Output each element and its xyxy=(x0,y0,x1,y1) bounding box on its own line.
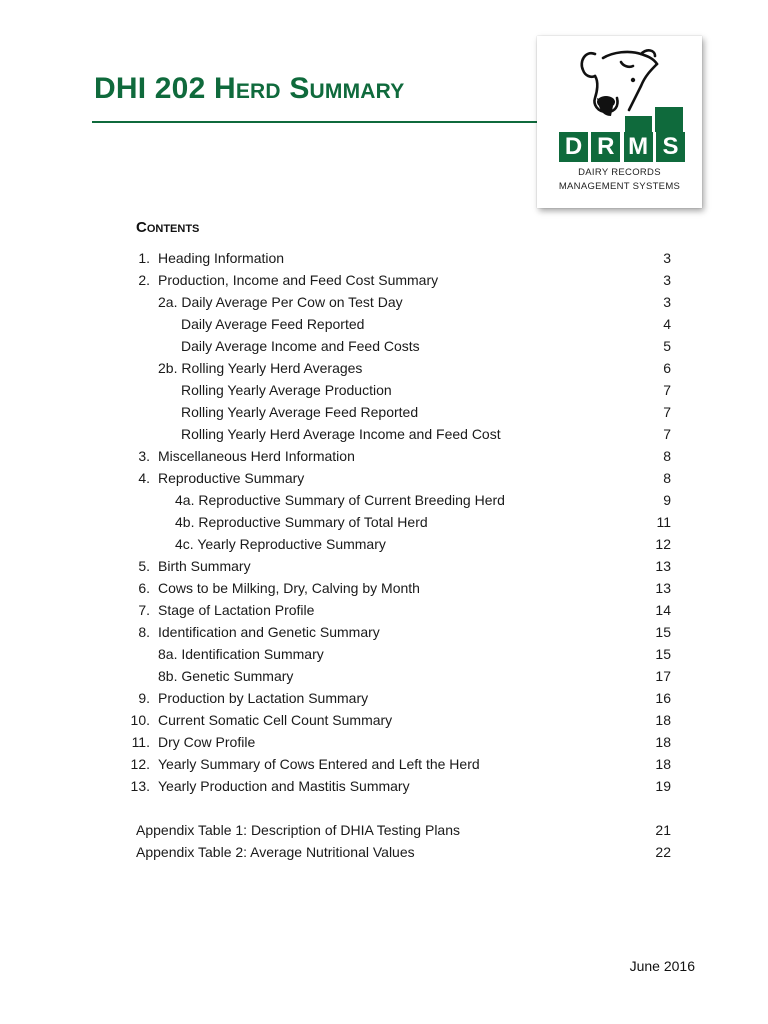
toc-entry[interactable] xyxy=(0,776,768,796)
toc-entry-page: 21 xyxy=(655,822,671,838)
toc-entry-number: 5. xyxy=(138,558,150,574)
toc-entry[interactable] xyxy=(0,314,768,334)
document-date: June 2016 xyxy=(629,958,695,974)
toc-entry[interactable] xyxy=(0,336,768,356)
toc-entry-page: 18 xyxy=(655,712,671,728)
toc-entry-page: 16 xyxy=(655,690,671,706)
logo-bar-tall xyxy=(655,107,683,132)
toc-entry-page: 3 xyxy=(663,272,671,288)
toc-entry-title: Cows to be Milking, Dry, Calving by Month xyxy=(158,580,420,596)
logo-tagline-line2: MANAGEMENT SYSTEMS xyxy=(558,181,681,192)
toc-entry-number: 12. xyxy=(130,756,150,772)
toc-entry-number: 4. xyxy=(138,470,150,486)
toc-entry-title: Daily Average Feed Reported xyxy=(181,316,365,332)
toc-entry[interactable] xyxy=(0,754,768,774)
toc-entry[interactable] xyxy=(0,710,768,730)
toc-entry[interactable] xyxy=(0,622,768,642)
toc-entry[interactable] xyxy=(0,380,768,400)
toc-entry[interactable] xyxy=(0,446,768,466)
toc-entry-page: 7 xyxy=(663,426,671,442)
toc-entry-page: 9 xyxy=(663,492,671,508)
toc-entry-title: Rolling Yearly Average Production xyxy=(181,382,392,398)
toc-entry-number: 3. xyxy=(138,448,150,464)
toc-entry-title: 2b. Rolling Yearly Herd Averages xyxy=(158,360,363,376)
toc-entry-page: 19 xyxy=(655,778,671,794)
contents-heading: Contents xyxy=(136,219,200,236)
toc-entry[interactable] xyxy=(0,556,768,576)
toc-entry[interactable] xyxy=(0,490,768,510)
toc-entry[interactable] xyxy=(0,600,768,620)
drms-letter-s: S xyxy=(656,132,685,162)
drms-letter-r: R xyxy=(591,132,620,162)
toc-entry[interactable] xyxy=(0,512,768,532)
toc-entry-page: 15 xyxy=(655,624,671,640)
toc-entry[interactable] xyxy=(0,820,768,840)
toc-entry-page: 8 xyxy=(663,448,671,464)
toc-entry-page: 18 xyxy=(655,756,671,772)
toc-entry-number: 10. xyxy=(130,712,150,728)
toc-entry-page: 12 xyxy=(655,536,671,552)
toc-entry-title: 4b. Reproductive Summary of Total Herd xyxy=(175,514,428,530)
toc-entry-number: 8. xyxy=(138,624,150,640)
toc-entry-title: Current Somatic Cell Count Summary xyxy=(158,712,393,728)
toc-entry-number: 6. xyxy=(138,580,150,596)
toc-entry-title: 4a. Reproductive Summary of Current Breeding Herd xyxy=(175,492,505,508)
toc-entry[interactable] xyxy=(0,842,768,862)
toc-entry-title: Daily Average Income and Feed Costs xyxy=(181,338,420,354)
toc-entry[interactable] xyxy=(0,578,768,598)
toc-entry-page: 7 xyxy=(663,404,671,420)
toc-entry-title: Appendix Table 1: Description of DHIA Testing Plans xyxy=(136,822,461,838)
toc-entry-number: 11. xyxy=(131,734,150,750)
toc-entry[interactable] xyxy=(0,248,768,268)
toc-entry-title: Yearly Production and Mastitis Summary xyxy=(158,778,410,794)
drms-logo xyxy=(537,36,702,208)
toc-entry-title: Rolling Yearly Herd Average Income and Feed Cost xyxy=(181,426,501,442)
toc-entry-title: Identification and Genetic Summary xyxy=(158,624,380,640)
drms-letter-m: M xyxy=(624,132,653,162)
toc-entry-title: Birth Summary xyxy=(158,558,251,574)
toc-entry-number: 13. xyxy=(130,778,150,794)
drms-wordmark xyxy=(559,132,685,162)
toc-entry-page: 7 xyxy=(663,382,671,398)
toc-entry-page: 3 xyxy=(663,294,671,310)
toc-entry[interactable] xyxy=(0,666,768,686)
toc-entry-title: Appendix Table 2: Average Nutritional Values xyxy=(136,844,415,860)
toc-entry-title: Production by Lactation Summary xyxy=(158,690,369,706)
toc-entry-page: 15 xyxy=(655,646,671,662)
logo-tagline-line1: DAIRY RECORDS xyxy=(578,167,661,178)
toc-entry-title: Dry Cow Profile xyxy=(158,734,256,750)
toc-entry-page: 6 xyxy=(663,360,671,376)
toc-entry-title: 8b. Genetic Summary xyxy=(158,668,294,684)
toc-entry-page: 3 xyxy=(663,250,671,266)
toc-entry-title: Stage of Lactation Profile xyxy=(158,602,315,618)
toc-entry-page: 22 xyxy=(655,844,671,860)
toc-entry-page: 13 xyxy=(655,580,671,596)
toc-entry-title: Production, Income and Feed Cost Summary xyxy=(158,272,439,288)
toc-entry[interactable] xyxy=(0,358,768,378)
toc-entry-number: 2. xyxy=(138,272,150,288)
toc-entry-page: 4 xyxy=(663,316,671,332)
toc-entry[interactable] xyxy=(0,402,768,422)
toc-entry-title: Rolling Yearly Average Feed Reported xyxy=(181,404,419,420)
logo-bar-mid xyxy=(625,116,652,132)
toc-entry-page: 17 xyxy=(655,668,671,684)
toc-entry-number: 9. xyxy=(138,690,150,706)
toc-entry-title: Reproductive Summary xyxy=(158,470,305,486)
toc-entry[interactable] xyxy=(0,292,768,312)
toc-entry[interactable] xyxy=(0,468,768,488)
toc-entry-title: 4c. Yearly Reproductive Summary xyxy=(175,536,386,552)
toc-entry[interactable] xyxy=(0,534,768,554)
toc-entry[interactable] xyxy=(0,732,768,752)
toc-entry[interactable] xyxy=(0,688,768,708)
title-underline xyxy=(92,121,538,123)
toc-entry-title: 2a. Daily Average Per Cow on Test Day xyxy=(158,294,403,310)
toc-entry-page: 18 xyxy=(655,734,671,750)
document-title: DHI 202 Herd Summary xyxy=(94,72,405,105)
toc-entry-page: 11 xyxy=(656,514,671,530)
toc-entry-page: 8 xyxy=(663,470,671,486)
toc-entry[interactable] xyxy=(0,424,768,444)
toc-entry-number: 1. xyxy=(138,250,150,266)
toc-entry-page: 14 xyxy=(655,602,671,618)
toc-entry-title: Heading Information xyxy=(158,250,285,266)
toc-entry-title: Miscellaneous Herd Information xyxy=(158,448,355,464)
toc-entry[interactable] xyxy=(0,270,768,290)
toc-entry-page: 5 xyxy=(663,338,671,354)
toc-entry[interactable] xyxy=(0,644,768,664)
toc-entry-number: 7. xyxy=(138,602,150,618)
drms-letter-d: D xyxy=(559,132,588,162)
toc-entry-title: 8a. Identification Summary xyxy=(158,646,324,662)
toc-entry-page: 13 xyxy=(655,558,671,574)
toc-entry-title: Yearly Summary of Cows Entered and Left the Herd xyxy=(158,756,480,772)
